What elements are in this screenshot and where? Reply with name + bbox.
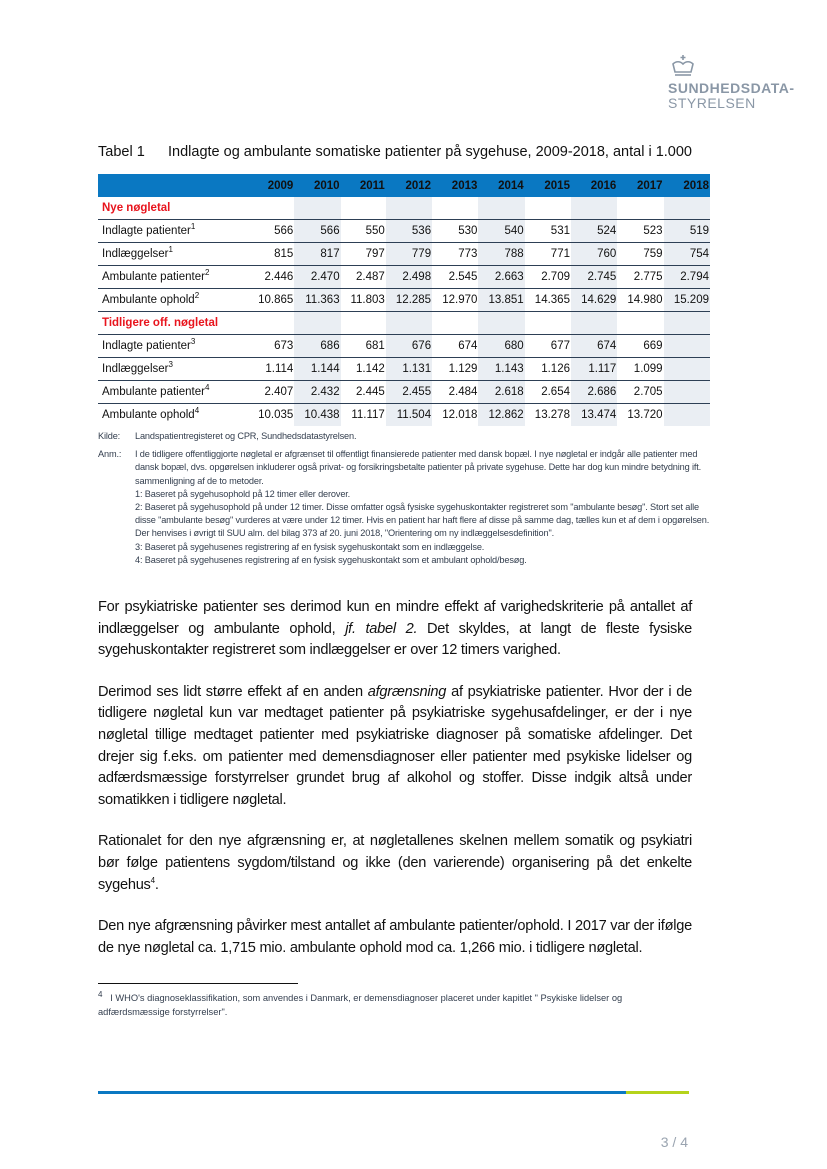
footnote-reference[interactable]: 4	[150, 875, 155, 885]
row-label	[98, 289, 248, 312]
row-label-text: Ambulante patienter	[102, 386, 205, 398]
table-cell: 797	[341, 243, 386, 266]
row-label	[98, 243, 248, 266]
table-cell: 519	[664, 220, 710, 243]
table-cell: 1.129	[432, 358, 478, 381]
annotation-line: 1: Baseret på sygehusophold på 12 timer eller derover.	[135, 488, 351, 499]
table-cell: 677	[525, 335, 571, 358]
row-label	[98, 312, 248, 335]
paragraph-4	[98, 916, 692, 959]
table-cell: 2.686	[571, 381, 617, 404]
page-number: 3 / 4	[660, 1134, 688, 1150]
table-cell: 550	[341, 220, 386, 243]
header-label-cell	[98, 174, 248, 197]
paragraph-1	[98, 597, 692, 662]
table-cell: 11.363	[294, 289, 340, 312]
row-label	[98, 381, 248, 404]
row-label-text: Ambulante patienter	[102, 271, 205, 283]
table-cell	[664, 381, 710, 404]
row-label-text: Indlagte patienter	[102, 225, 191, 237]
year-header: 2013	[432, 174, 478, 197]
table-cell: 12.018	[442, 409, 478, 421]
table-cell: 2.470	[294, 266, 340, 289]
note-ref: 4	[194, 406, 200, 416]
table-cell: 1.114	[248, 358, 294, 381]
row-label-text: Ambulante ophold	[102, 294, 195, 306]
footnote-divider	[98, 983, 298, 984]
table-cell: 669	[617, 335, 663, 358]
row-label	[98, 266, 248, 289]
logo-line1: SUNDHEDSDATA-	[668, 80, 795, 96]
annotation-line: I de tidligere offentliggjorte nøgletal er afgrænset til offentligt finansierede patienter med dansk bopæl. I nye nøgletal er indgår alle patienter med dansk bopæl, dvs. opgørelsen inkluderer også privat- og forsikringsbetalte patienter på private sygehuse. Dette har dog kun mindre betydning ift. sammenligning af de to metoder.	[135, 449, 702, 486]
table-cell: 2.407	[248, 381, 294, 404]
table-cell: 11.803	[341, 289, 386, 312]
table-cell: 2.487	[341, 266, 386, 289]
table-row	[98, 266, 710, 289]
row-label-text: Indlæggelser	[102, 363, 169, 375]
table-cell: 2.545	[432, 266, 478, 289]
paragraph-3	[98, 831, 692, 896]
annotation-list	[135, 448, 710, 567]
year-header: 2009	[248, 174, 294, 197]
table-cell: 14.365	[525, 289, 571, 312]
table-cell	[664, 358, 710, 381]
table-cell	[478, 197, 524, 220]
footer-bar-blue	[98, 1091, 626, 1094]
table-cell	[664, 335, 710, 358]
table-cell	[248, 312, 294, 335]
table-cell: 773	[432, 243, 478, 266]
row-label-text: Indlæggelser	[102, 248, 169, 260]
table-number: Tabel 1	[98, 144, 145, 160]
table-cell: 2.705	[617, 381, 663, 404]
section-row	[98, 197, 710, 220]
year-header: 2016	[571, 174, 617, 197]
year-header: 2014	[478, 174, 524, 197]
table-cell: 2.663	[478, 266, 524, 289]
table-cell	[664, 404, 710, 427]
table-cell: 817	[294, 243, 340, 266]
row-label	[98, 335, 248, 358]
table-cell	[432, 197, 478, 220]
year-header: 2017	[617, 174, 663, 197]
text: Rationalet for den nye afgrænsning er, at nøgletallenes skelnen mellem somatik og psykiatri bør følge patientens sygdom/tilstand og ikke (den varierende) organisering på det enkelte sygehus	[98, 833, 692, 893]
table-cell	[664, 312, 710, 335]
table-cell: 2.775	[617, 266, 663, 289]
year-header: 2010	[294, 174, 340, 197]
row-label-text: Ambulante ophold	[102, 409, 195, 421]
table-cell	[432, 312, 478, 335]
table-cell: 2.498	[386, 266, 432, 289]
table-cell: 674	[432, 335, 478, 358]
table-cell: 760	[571, 243, 617, 266]
table-cell	[294, 197, 340, 220]
table-cell	[386, 197, 432, 220]
data-table	[98, 174, 710, 426]
table-cell: 1.117	[571, 358, 617, 381]
logo-line2: STYRELSEN	[668, 95, 756, 111]
table-cell: 13.851	[478, 289, 524, 312]
table-row	[98, 289, 710, 312]
table-cell: 2.654	[525, 381, 571, 404]
row-label-text: Indlagte patienter	[102, 340, 191, 352]
table-cell: 13.278	[534, 409, 570, 421]
table-cell: 12.862	[478, 404, 524, 427]
row-label	[98, 197, 248, 220]
table-cell: 11.117	[351, 409, 385, 421]
table-cell: 1.126	[525, 358, 571, 381]
table-cell: 1.142	[341, 358, 386, 381]
table-cell: 13.720	[627, 409, 663, 421]
year-header: 2015	[525, 174, 571, 197]
annotation-line: 3: Baseret på sygehusenes registrering af en fysisk sygehuskontakt som en indlæggelse.	[135, 541, 485, 552]
table-cell	[478, 312, 524, 335]
table-cell	[341, 197, 386, 220]
table-cell	[525, 312, 571, 335]
text: For psykiatriske patienter ses derimod kun en mindre effekt af varighedskriterie på antallet af indlæggelser og ambulante ophold,	[98, 599, 692, 637]
source-text: Landspatientregisteret og CPR, Sundhedsdatastyrelsen.	[135, 431, 357, 441]
text: af psykiatriske patienter. Hvor der i de tidligere nøgletal kun var medtaget patienter på psykiatriske sygehusafdelinger, er der i nye nøgletal tillige medtaget patienter med psykiatriske diagnoser på somatiske afdelinger. Det drejer sig f.eks. om patienter med demensdiagnoser eller patienter med psykiske lidelser og adfærdsmæssige forstyrrelser grundet brug af alkohol og stoffer. Disse indgik altså under somatikken i tidligere nøgletal.	[98, 683, 692, 808]
table-row	[98, 404, 710, 427]
table-row	[98, 220, 710, 243]
note-ref: 1	[190, 222, 196, 232]
row-label-text: Tidligere off. nøgletal	[102, 317, 219, 329]
page-content	[98, 143, 710, 1019]
year-header: 2012	[386, 174, 432, 197]
table-cell	[386, 312, 432, 335]
row-label-text: Nye nøgletal	[102, 202, 171, 214]
table-cell: 771	[525, 243, 571, 266]
table-cell	[525, 197, 571, 220]
table-cell: 1.099	[617, 358, 663, 381]
table-cell: 681	[341, 335, 386, 358]
note-ref: 4	[204, 383, 210, 393]
body-text	[98, 597, 692, 959]
crown-icon	[670, 55, 696, 77]
table-cell	[617, 312, 663, 335]
note-ref: 3	[190, 337, 196, 347]
table-cell: 10.035	[258, 409, 294, 421]
table-title: Indlagte og ambulante somatiske patienter på sygehuse, 2009-2018, antal i 1.000	[168, 144, 692, 160]
table-cell: 759	[617, 243, 663, 266]
table-cell	[571, 312, 617, 335]
footnote	[98, 992, 688, 1019]
table-cell: 2.618	[478, 381, 524, 404]
note-ref: 2	[204, 268, 210, 278]
table-cell: 530	[432, 220, 478, 243]
row-label	[98, 404, 248, 427]
table-cell	[294, 312, 340, 335]
table-cell: 686	[294, 335, 340, 358]
table-cell: 788	[478, 243, 524, 266]
note-ref: 3	[168, 360, 173, 370]
table-header-row	[98, 174, 710, 197]
row-label	[98, 358, 248, 381]
table-cell: 1.144	[294, 358, 340, 381]
source-key: Kilde:	[98, 431, 121, 441]
table-cell: 2.484	[432, 381, 478, 404]
table-cell: 754	[664, 243, 710, 266]
table-cell: 531	[525, 220, 571, 243]
table-cell: 1.143	[478, 358, 524, 381]
year-header: 2018	[664, 174, 710, 197]
table-cell: 540	[478, 220, 524, 243]
sundhedsdatastyrelsen-logo	[668, 55, 795, 111]
footnote-text: I WHO's diagnoseklassifikation, som anvendes i Danmark, er demensdiagnoser placeret under kapitlet " Psykiske lidelser og adfærdsmæssige forstyrrelser".	[98, 993, 623, 1017]
table-cell: 566	[248, 220, 294, 243]
table-cell: 779	[386, 243, 432, 266]
table-cell: 674	[571, 335, 617, 358]
table-cell: 2.455	[386, 381, 432, 404]
table-cell: 12.285	[386, 289, 432, 312]
table-cell: 10.865	[248, 289, 294, 312]
table-cell: 1.131	[386, 358, 432, 381]
table-cell	[571, 197, 617, 220]
table-notes	[98, 430, 710, 567]
note-ref: 1	[168, 245, 173, 255]
table-cell: 524	[571, 220, 617, 243]
table-cell: 2.745	[571, 266, 617, 289]
table-cell: 11.504	[386, 404, 432, 427]
table-cell: 14.629	[571, 289, 617, 312]
table-cell: 14.980	[617, 289, 663, 312]
table-cell: 2.445	[341, 381, 386, 404]
text: Den nye afgrænsning påvirker mest antallet af ambulante patienter/ophold. I 2017 var der ifølge de nye nøgletal ca. 1,715 mio. ambulante ophold mod ca. 1,266 mio. i tidligere nøgletal.	[98, 918, 692, 956]
table-cell: 2.794	[664, 266, 710, 289]
paragraph-2	[98, 682, 692, 812]
table-cell: 523	[617, 220, 663, 243]
table-caption	[98, 143, 710, 162]
section-row	[98, 312, 710, 335]
table-cell: 10.438	[294, 404, 340, 427]
annotation-line: 4: Baseret på sygehusenes registrering af en fysisk sygehuskontakt som et ambulant ophold/besøg.	[135, 554, 527, 565]
annotation-line: 2: Baseret på sygehusophold på under 12 timer. Disse omfatter også fysiske sygehuskontakter registreret som "ambulante besøg". Stort set alle disse "ambulante besøg" vurderes at være under 12 timer. Hvis en patient har haft flere af disse på samme dag, tælles kun et af dem i opgørelsen. Der henvises i øvrigt til SUU alm. del bilag 373 af 20. juni 2018, "Orientering om ny indlæggelsesdefinition".	[135, 502, 710, 539]
table-cell: 566	[294, 220, 340, 243]
table-cell: 13.474	[571, 404, 617, 427]
table-cell: 676	[386, 335, 432, 358]
table-reference: jf. tabel 2.	[345, 620, 418, 637]
table-row	[98, 358, 710, 381]
table-cell	[248, 197, 294, 220]
table-cell: 2.709	[525, 266, 571, 289]
year-header: 2011	[341, 174, 386, 197]
table-cell	[664, 197, 710, 220]
table-cell: 15.209	[664, 289, 710, 312]
table-cell: 815	[248, 243, 294, 266]
table-cell	[341, 312, 386, 335]
table-cell: 680	[478, 335, 524, 358]
table-row	[98, 335, 710, 358]
footer-bar-green	[626, 1091, 689, 1094]
table-cell: 673	[248, 335, 294, 358]
table-cell	[617, 197, 663, 220]
text: Det skyldes, at langt de fleste fysiske sygehuskontakter registreret som indlæggelser er over 12 timers varighed.	[98, 620, 693, 659]
footnote-mark: 4	[98, 990, 103, 1000]
text: Derimod ses lidt større effekt af en anden	[98, 683, 368, 700]
emphasis: afgrænsning	[367, 683, 447, 700]
text: .	[154, 876, 159, 893]
table-cell: 2.446	[248, 266, 294, 289]
table-row	[98, 243, 710, 266]
row-label	[98, 220, 248, 243]
table-cell: 12.970	[432, 289, 478, 312]
table-cell: 536	[386, 220, 432, 243]
note-ref: 2	[194, 291, 200, 301]
annotation-key: Anm.:	[98, 449, 122, 460]
table-cell: 2.432	[294, 381, 340, 404]
table-row	[98, 381, 710, 404]
